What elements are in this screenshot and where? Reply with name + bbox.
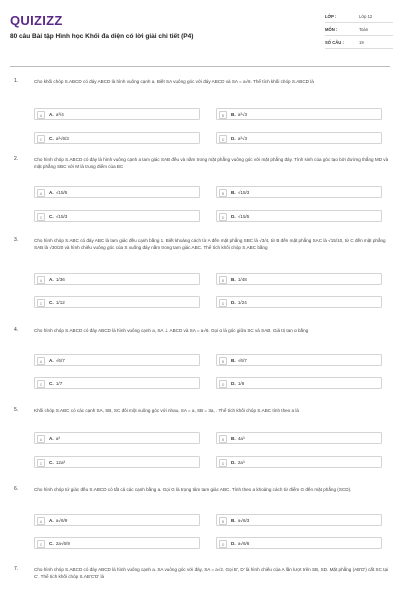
meta-row-count <box>325 36 393 49</box>
option-text <box>231 538 249 550</box>
option-c[interactable] <box>34 456 200 468</box>
option-value: √6/7 <box>55 358 65 363</box>
option-text <box>49 515 67 527</box>
question-text: Cho hình chóp S.ABCD có đáy ABCD là hình vuông cạnh a. SA vuông góc với đáy, SA = a√2. Gọi B', D' là hình chiếu của A lần lượt trên SB, SD. Mặt phẳng (AB'D') cắt SC tại C'. Thể tích khối chóp S.AB'C'D' là <box>34 567 389 579</box>
option-text <box>49 433 60 445</box>
option-letter: B <box>219 111 227 119</box>
option-d[interactable] <box>216 537 382 549</box>
question-text: Cho hình chóp tứ giác đều S.ABCD có tất cả các cạnh bằng a. Gọi G là trọng tâm tam giác ABC. Tính theo a khoảng cách từ điểm G đến mặt phẳng (SCD). <box>34 487 352 492</box>
option-label: B. <box>231 112 236 117</box>
question-number: 5. <box>14 407 19 413</box>
option-text <box>231 211 249 223</box>
option-value: a³√6/3 <box>55 136 69 141</box>
option-d[interactable] <box>216 132 382 144</box>
option-value: a√6/9 <box>55 518 68 523</box>
option-c[interactable] <box>34 296 200 308</box>
question-number: 4. <box>14 327 19 333</box>
option-letter: A <box>37 435 45 443</box>
question-number: 6. <box>14 486 19 492</box>
option-letter: A <box>37 276 45 284</box>
option-c[interactable] <box>34 537 200 549</box>
option-value: 2a√6/9 <box>55 541 70 546</box>
option-letter: C <box>37 135 45 143</box>
option-c[interactable] <box>34 210 200 222</box>
option-text <box>49 297 65 309</box>
option-text <box>49 355 65 367</box>
option-letter: B <box>219 435 227 443</box>
option-value: √15/5 <box>237 214 250 219</box>
option-b[interactable] <box>216 514 382 526</box>
option-a[interactable] <box>34 108 200 120</box>
question-text: Cho hình chóp S.ABC có đáy ABC là tam giác đều cạnh bằng 1. Biết khoảng cách từ A đến mặt phẳng SBC là √3/4, từ B đến mặt phẳng SAC là √15/10, từ C đến mặt phẳng SAB là √30/20 và hình chiếu vuông góc của S xuống đáy nằm trong tam giác ABC. Thể tích khối chóp S.ABC bằng <box>34 238 386 250</box>
option-label: D. <box>231 300 236 305</box>
option-letter: D <box>219 299 227 307</box>
option-label: D. <box>231 381 236 386</box>
meta-row-class <box>325 10 393 23</box>
option-label: B. <box>231 358 236 363</box>
option-label: C. <box>49 214 54 219</box>
option-value: a√6/3 <box>237 518 250 523</box>
option-c[interactable] <box>34 132 200 144</box>
question-text: Cho khối chóp S.ABCD có đáy ABCD là hình vuông cạnh a. Biết SA vuông góc với đáy ABCD và SA = a√6. Thể tích khối chóp S.ABCD là <box>34 79 314 84</box>
option-text <box>231 457 245 469</box>
option-label: C. <box>49 136 54 141</box>
question-number: 7. <box>14 566 19 572</box>
option-label: C. <box>49 300 54 305</box>
option-value: 1/12 <box>55 300 65 305</box>
option-text <box>49 378 62 390</box>
option-letter: C <box>37 459 45 467</box>
meta-value: 19 <box>359 39 364 45</box>
option-label: A. <box>49 518 54 523</box>
option-value: a³ <box>55 436 60 441</box>
option-b[interactable] <box>216 186 382 198</box>
option-text <box>49 457 65 469</box>
option-d[interactable] <box>216 377 382 389</box>
option-letter: D <box>219 380 227 388</box>
option-text <box>231 433 245 445</box>
question-number: 2. <box>14 156 19 162</box>
meta-key: MÔN : <box>325 26 338 32</box>
option-text <box>49 538 70 550</box>
option-letter: C <box>37 299 45 307</box>
meta-key: LỚP : <box>325 13 337 19</box>
option-label: A. <box>49 358 54 363</box>
option-b[interactable] <box>216 108 382 120</box>
option-label: B. <box>231 190 236 195</box>
option-text <box>231 187 249 199</box>
meta-row-subject <box>325 23 393 36</box>
option-value: 2a³ <box>237 460 245 465</box>
option-d[interactable] <box>216 210 382 222</box>
page-title: 80 câu Bài tập Hình học Khối đa diện có lời giải chi tiết (P4) <box>10 33 194 40</box>
option-letter: C <box>37 380 45 388</box>
option-letter: B <box>219 189 227 197</box>
option-text <box>231 274 247 286</box>
option-b[interactable] <box>216 273 382 285</box>
option-b[interactable] <box>216 354 382 366</box>
option-text <box>49 211 67 223</box>
option-letter: C <box>37 213 45 221</box>
header-divider <box>10 66 390 67</box>
question-text: Cho hình chóp S.ABCD có đáy là hình vuông cạnh a tam giác SAB đều và nằm trong mặt phẳng vuông góc với mặt phẳng đáy. Tính sinh của góc tạo bởi đường thẳng MD và mặt phẳng SBC với M là trung điểm của BC <box>34 157 389 169</box>
option-c[interactable] <box>34 377 200 389</box>
option-label: A. <box>49 436 54 441</box>
option-letter: B <box>219 517 227 525</box>
option-value: √15/3 <box>237 190 250 195</box>
option-d[interactable] <box>216 296 382 308</box>
option-label: B. <box>231 436 236 441</box>
option-value: 1/48 <box>237 277 247 282</box>
option-value: √15/3 <box>55 214 68 219</box>
option-letter: D <box>219 459 227 467</box>
question-number: 3. <box>14 237 19 243</box>
option-value: 12a³ <box>55 460 66 465</box>
question-text: Khối chóp S.ABC có các cạnh SA, SB, SC đôi một vuông góc với nhau, SA = a, SB = 3a, . Thể tích khối chóp S.ABC tính theo a là <box>34 408 299 413</box>
option-label: B. <box>231 277 236 282</box>
option-label: C. <box>49 381 54 386</box>
option-value: 1/36 <box>55 277 65 282</box>
option-text <box>231 297 247 309</box>
option-a[interactable] <box>34 514 200 526</box>
option-label: D. <box>231 460 236 465</box>
option-label: D. <box>231 136 236 141</box>
option-label: B. <box>231 518 236 523</box>
option-a[interactable] <box>34 273 200 285</box>
option-text <box>49 133 69 145</box>
question-number: 1. <box>14 78 19 84</box>
option-letter: B <box>219 276 227 284</box>
option-text <box>49 109 64 121</box>
option-a[interactable] <box>34 186 200 198</box>
option-label: D. <box>231 214 236 219</box>
option-value: a³√3 <box>237 136 248 141</box>
option-value: a³√3 <box>237 112 248 117</box>
option-label: D. <box>231 541 236 546</box>
option-text <box>231 355 247 367</box>
option-letter: A <box>37 189 45 197</box>
option-label: A. <box>49 190 54 195</box>
meta-key: SỐ CÂU : <box>325 39 344 45</box>
question-text: Cho hình chóp S.ABCD có đáy ABCD là hình vuông cạnh a, SA ⊥ ABCD và SA = a√6. Gọi α là góc giữa SC và SAB. Giá trị tan α bằng <box>34 328 309 333</box>
option-label: C. <box>49 460 54 465</box>
option-value: √15/5 <box>55 190 68 195</box>
option-letter: A <box>37 111 45 119</box>
option-a[interactable] <box>34 354 200 366</box>
option-text <box>231 515 249 527</box>
meta-value: Toán <box>359 26 369 32</box>
option-d[interactable] <box>216 456 382 468</box>
option-value: a√6/6 <box>237 541 250 546</box>
option-text <box>231 378 244 390</box>
option-letter: D <box>219 213 227 221</box>
option-value: 1/6 <box>237 381 245 386</box>
option-text <box>231 133 247 145</box>
meta-value: Lớp 12 <box>359 13 373 19</box>
option-letter: D <box>219 540 227 548</box>
option-value: 1/7 <box>55 381 63 386</box>
option-letter: C <box>37 540 45 548</box>
option-b[interactable] <box>216 432 382 444</box>
meta-table <box>325 10 393 49</box>
option-value: √6/7 <box>237 358 247 363</box>
option-value: a³/4 <box>55 112 64 117</box>
option-text <box>49 274 65 286</box>
option-value: 4a³ <box>237 436 245 441</box>
option-letter: A <box>37 357 45 365</box>
option-letter: A <box>37 517 45 525</box>
option-text <box>49 187 67 199</box>
option-label: C. <box>49 541 54 546</box>
worksheet-header <box>0 0 400 68</box>
option-text <box>231 109 247 121</box>
quizizz-logo: QUIZIZZ <box>10 13 63 28</box>
option-label: A. <box>49 112 54 117</box>
option-letter: D <box>219 135 227 143</box>
option-value: 1/24 <box>237 300 247 305</box>
option-letter: B <box>219 357 227 365</box>
option-label: A. <box>49 277 54 282</box>
option-a[interactable] <box>34 432 200 444</box>
